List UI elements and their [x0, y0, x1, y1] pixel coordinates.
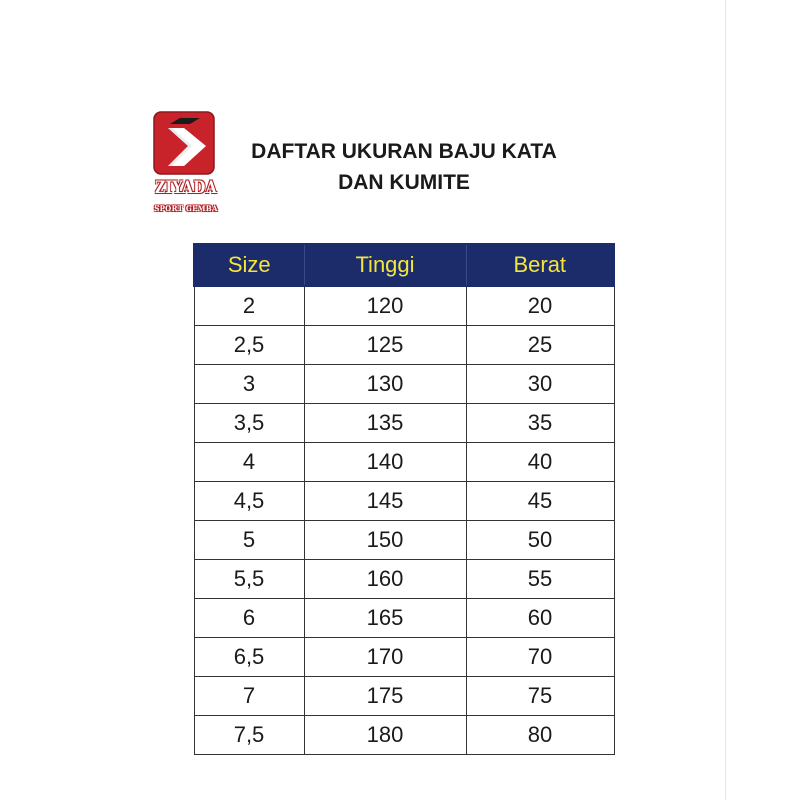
cell-size: 4: [194, 443, 304, 482]
cell-berat: 30: [466, 365, 614, 404]
cell-berat: 20: [466, 286, 614, 326]
table-row: [194, 286, 614, 326]
cell-berat: 55: [466, 560, 614, 599]
table-row: [194, 482, 614, 521]
cell-berat: 40: [466, 443, 614, 482]
cell-size: 2: [194, 286, 304, 326]
cell-size: 6: [194, 599, 304, 638]
cell-tinggi: 150: [304, 521, 466, 560]
cell-tinggi: 165: [304, 599, 466, 638]
cell-tinggi: 145: [304, 482, 466, 521]
cell-size: 3: [194, 365, 304, 404]
cell-tinggi: 125: [304, 326, 466, 365]
size-chart-table: [193, 243, 615, 755]
cell-tinggi: 135: [304, 404, 466, 443]
cell-berat: 75: [466, 677, 614, 716]
table-row: [194, 716, 614, 755]
cell-berat: 35: [466, 404, 614, 443]
table-row: [194, 560, 614, 599]
table-row: [194, 443, 614, 482]
title-line-2: DAN KUMITE: [338, 171, 470, 194]
page-title: [218, 136, 590, 198]
cell-tinggi: 120: [304, 286, 466, 326]
cell-size: 4,5: [194, 482, 304, 521]
cell-size: 2,5: [194, 326, 304, 365]
cell-size: 6,5: [194, 638, 304, 677]
table-body: [194, 286, 614, 755]
header-row: [194, 244, 614, 286]
cell-berat: 50: [466, 521, 614, 560]
table-row: [194, 599, 614, 638]
logo-badge-icon: [148, 110, 224, 182]
cell-size: 7: [194, 677, 304, 716]
cell-tinggi: 130: [304, 365, 466, 404]
cell-tinggi: 180: [304, 716, 466, 755]
cell-berat: 25: [466, 326, 614, 365]
cell-tinggi: 170: [304, 638, 466, 677]
brand-logo: [148, 110, 224, 222]
cell-size: 7,5: [194, 716, 304, 755]
logo-brand-name: ZIYADA: [155, 178, 217, 198]
table-header: [194, 244, 614, 286]
column-header-tinggi: Tinggi: [304, 244, 466, 286]
cell-tinggi: 175: [304, 677, 466, 716]
cell-berat: 45: [466, 482, 614, 521]
cell-berat: 70: [466, 638, 614, 677]
page-edge-divider: [725, 0, 726, 800]
table-row: [194, 365, 614, 404]
table-row: [194, 677, 614, 716]
cell-size: 5,5: [194, 560, 304, 599]
cell-berat: 60: [466, 599, 614, 638]
cell-tinggi: 140: [304, 443, 466, 482]
cell-size: 3,5: [194, 404, 304, 443]
column-header-berat: Berat: [466, 244, 614, 286]
logo-tagline: SPORT GEMBA: [154, 204, 218, 213]
cell-tinggi: 160: [304, 560, 466, 599]
table-row: [194, 638, 614, 677]
table-row: [194, 326, 614, 365]
title-line-1: DAFTAR UKURAN BAJU KATA: [251, 140, 557, 163]
cell-size: 5: [194, 521, 304, 560]
column-header-size: Size: [194, 244, 304, 286]
table-row: [194, 521, 614, 560]
cell-berat: 80: [466, 716, 614, 755]
table-row: [194, 404, 614, 443]
